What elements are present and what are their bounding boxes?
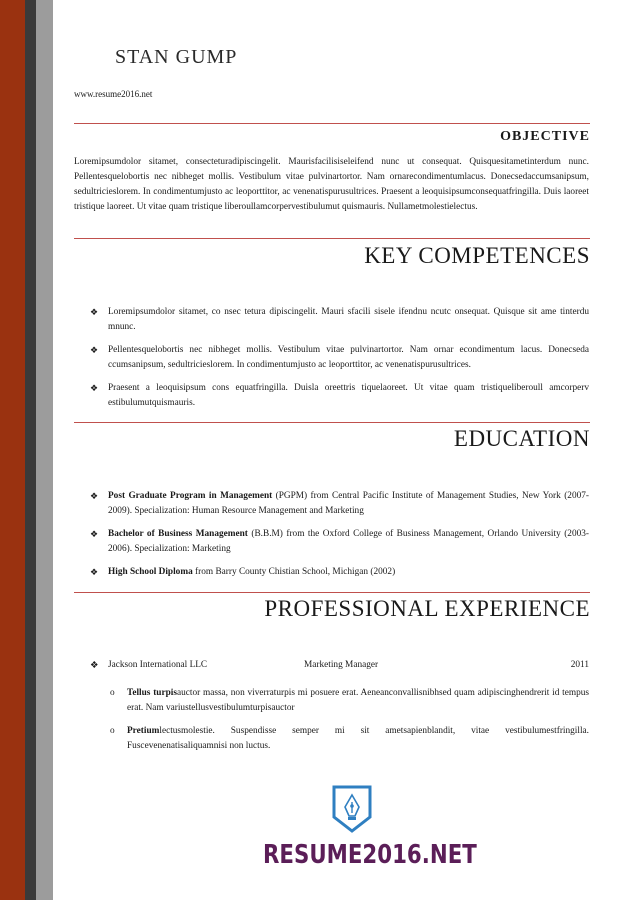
left-gray-bar <box>36 0 53 900</box>
circle-bullet-icon: o <box>110 726 115 736</box>
section-divider <box>74 123 590 124</box>
circle-bullet-icon: o <box>110 688 115 698</box>
bullet-icon: ❖ <box>90 529 99 539</box>
list-item: ❖ High School Diploma from Barry County Chistian School, Michigan (2002) <box>90 565 589 580</box>
section-divider <box>74 422 590 423</box>
website-link[interactable]: www.resume2016.net <box>74 89 153 99</box>
left-red-bar <box>0 0 25 900</box>
list-item: ❖ Pellentesquelobortis nec nibheget mollis. Vestibulum vitae pulvinartortor. Nam ornar econdimentum lacus. Donecseda ccumsanipsum, sedultricieslorem. In condimentumjusto ac leoporttitor, ac venenatispurusultrices. <box>90 345 589 370</box>
left-dark-bar <box>25 0 36 900</box>
fountain-pen-nib-shield-icon <box>331 784 373 834</box>
list-item: o Tellus turpisauctor massa, non viverraturpis mi posuere erat. Aeneanconvallisnibhsed quam adipiscinghendrerit id tempus erat. Nam variustellusvestibulumturpisauctor <box>110 688 589 713</box>
section-divider <box>74 238 590 239</box>
bullet-icon: ❖ <box>90 383 99 393</box>
objective-heading: OBJECTIVE <box>500 129 590 144</box>
section-divider <box>74 592 590 593</box>
list-item: ❖ Praesent a leoquisipsum cons equatfringilla. Duisla oreettris tiquelaoreet. Ut vitae quam tristiqueliberoull amcorperv estibulumutquismauris. <box>90 383 589 408</box>
bullet-icon: ❖ <box>90 491 99 501</box>
list-item: ❖ Loremipsumdolor sitamet, co nsec tetura dipiscingelit. Mauri sfacili sisele ifendnu ncutc onsequat. Quisque sit ame tinterdu mnunc. <box>90 307 589 332</box>
bullet-icon: ❖ <box>90 345 99 355</box>
company-name: Jackson International LLC <box>108 660 208 670</box>
duties-list <box>110 686 589 762</box>
education-heading: EDUCATION <box>453 426 590 451</box>
objective-text: Loremipsumdolor sitamet, consecteturadipiscingelit. Maurisfacilisiseleifend nunc ut consequat. Quisquesitametinterdum nunc. Pellentesquelobortis nec nibheget mollis. Vestibulum vitae pulvinartortor. Nam ornarecondimentumlacus. Donecsedaccumsanipsum, sedultricieslorem. In condimentumjusto ac leoporttitor, ac venenatispurusultrices. Praesent a leoquisipsumconsequatfringilla. Duis laoreet tristique laoreet. Ut vitae quam tristique liberoullamcorpervestibulumut quismauris. Nullametmolestielectus. <box>74 157 589 212</box>
competences-list <box>90 305 589 419</box>
brand-wordmark: RESUME2016.NET <box>263 840 477 870</box>
bullet-icon: ❖ <box>90 567 99 577</box>
list-item: ❖ Bachelor of Business Management (B.B.M) from the Oxford College of Business Management, Orlando University (2003-2006). Specialization: Marketing <box>90 529 589 554</box>
job-year: 2011 <box>570 660 589 670</box>
education-list <box>90 489 589 589</box>
bullet-icon: ❖ <box>90 661 99 671</box>
list-item: ❖ Post Graduate Program in Management (PGPM) from Central Pacific Institute of Management Studies, New York (2007-2009). Specialization: Human Resource Management and Marketing <box>90 491 589 516</box>
bullet-icon: ❖ <box>90 307 99 317</box>
competences-heading: KEY COMPETENCES <box>364 243 590 268</box>
list-item: o Pretiumlectusmolestie. Suspendisse semper mi sit ametsapienblandit, vitae vestibulumestfringilla. Fuscevenenatisaliquamnisi non luctus. <box>110 726 589 751</box>
job-title: Marketing Manager <box>304 660 379 670</box>
candidate-name: STAN GUMP <box>115 46 238 68</box>
experience-heading: PROFESSIONAL EXPERIENCE <box>264 596 590 621</box>
